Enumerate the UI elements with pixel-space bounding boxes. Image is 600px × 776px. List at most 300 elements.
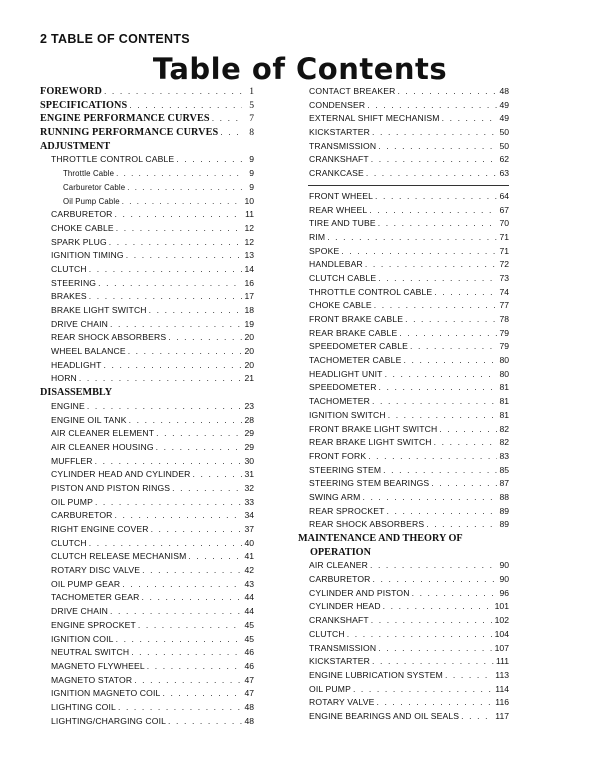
toc-entry-page: 89 (499, 505, 509, 516)
dot-leader (378, 272, 497, 286)
dot-leader (118, 701, 242, 715)
toc-entry-title: CARBURETOR (51, 209, 113, 220)
toc-entry-title: REAR BRAKE CABLE (309, 327, 398, 338)
toc-entry-page: 90 (499, 560, 509, 571)
dot-leader (116, 222, 242, 236)
dot-leader (367, 99, 497, 113)
toc-entry-title: DRIVE CHAIN (51, 318, 109, 329)
toc-entry[interactable] (40, 345, 254, 359)
toc-entry[interactable] (298, 286, 509, 300)
toc-entry-page: 47 (244, 688, 254, 699)
toc-entry-title: FRONT FORK (309, 450, 367, 461)
toc-entry[interactable] (40, 687, 254, 701)
toc-entry[interactable] (298, 112, 509, 126)
toc-entry[interactable] (298, 340, 509, 354)
toc-entry[interactable] (40, 619, 254, 633)
toc-entry-page: 81 (499, 409, 509, 420)
toc-entry-page: 50 (499, 127, 509, 138)
toc-entry[interactable] (40, 482, 254, 496)
toc-entry[interactable] (40, 359, 254, 373)
toc-entry-title: CYLINDER AND PISTON (309, 587, 410, 598)
toc-entry-title: ENGINE LUBRICATION SYSTEM (309, 669, 443, 680)
dot-leader (156, 441, 242, 455)
toc-entry-title: TIRE AND TUBE (309, 218, 376, 229)
dot-leader (110, 605, 242, 619)
toc-entry-title: SPEEDOMETER CABLE (309, 341, 409, 352)
dot-leader (193, 468, 242, 482)
section-heading: ADJUSTMENT (40, 140, 111, 152)
toc-entry-title: HEADLIGHT UNIT (309, 368, 383, 379)
dot-leader (87, 400, 242, 414)
toc-entry-page: 67 (499, 204, 509, 215)
dot-leader (383, 600, 493, 614)
toc-entry[interactable] (298, 696, 509, 710)
toc-entry[interactable] (40, 455, 254, 469)
toc-entry[interactable] (40, 249, 254, 263)
toc-entry[interactable] (40, 400, 254, 414)
dot-leader (404, 354, 498, 368)
toc-entry[interactable] (40, 290, 254, 304)
toc-entry[interactable] (298, 477, 509, 491)
dot-leader (375, 190, 497, 204)
dot-leader (426, 518, 497, 532)
toc-entry-title: OIL PUMP (309, 683, 351, 694)
toc-entry-title: CHOKE CABLE (51, 222, 114, 233)
toc-entry-page: 1 (249, 86, 254, 97)
toc-entry-page: 71 (499, 231, 509, 242)
toc-entry[interactable] (298, 423, 509, 437)
dot-leader (220, 126, 242, 140)
toc-entry-page: 85 (499, 464, 509, 475)
dot-leader (115, 208, 242, 222)
toc-entry-page: 46 (244, 647, 254, 658)
dot-leader (168, 715, 242, 729)
toc-entry[interactable] (298, 491, 509, 505)
toc-entry-title: Oil Pump Cable (63, 196, 120, 206)
toc-entry-title: KICKSTARTER (309, 656, 371, 667)
dot-leader (129, 414, 242, 428)
toc-entry[interactable] (298, 450, 509, 464)
dot-leader (89, 263, 242, 277)
dot-leader (372, 126, 497, 140)
toc-entry[interactable] (298, 381, 509, 395)
toc-entry-page: 12 (244, 236, 254, 247)
dot-leader (89, 537, 242, 551)
dot-leader (122, 195, 242, 209)
toc-entry[interactable] (40, 660, 254, 674)
toc-entry-title: IGNITION MAGNETO COIL (51, 688, 161, 699)
dot-leader (387, 505, 498, 519)
toc-entry[interactable] (40, 496, 254, 510)
toc-entry-title: EXTERNAL SHIFT MECHANISM (309, 113, 440, 124)
toc-entry[interactable] (40, 181, 254, 195)
toc-entry[interactable] (40, 99, 254, 113)
toc-entry[interactable] (298, 559, 509, 573)
toc-entry-page: 116 (495, 697, 509, 708)
toc-entry-page: 48 (499, 86, 509, 96)
toc-entry-title: CLUTCH (51, 263, 87, 274)
toc-entry-title: CHOKE CABLE (309, 300, 372, 311)
toc-entry-title: CRANKSHAFT (309, 615, 369, 626)
toc-entry-page: 21 (244, 373, 254, 384)
toc-entry-page: 63 (499, 168, 509, 179)
toc-entry-title: THROTTLE CONTROL CABLE (309, 286, 433, 297)
toc-entry[interactable] (40, 605, 254, 619)
toc-entry-page: 20 (244, 332, 254, 343)
toc-entry[interactable] (298, 395, 509, 409)
dot-leader (385, 368, 497, 382)
toc-entry[interactable] (40, 112, 254, 126)
dot-leader (176, 153, 242, 167)
toc-entry[interactable] (298, 642, 509, 656)
toc-entry[interactable] (298, 217, 509, 231)
toc-entry-title: FRONT BRAKE CABLE (309, 314, 404, 324)
dot-leader (347, 628, 493, 642)
dot-leader (439, 423, 497, 437)
dot-leader (98, 277, 242, 291)
toc-entry[interactable] (40, 195, 254, 209)
toc-entry-title: RUNNING PERFORMANCE CURVES (40, 127, 219, 139)
toc-entry-page: 16 (244, 277, 254, 288)
toc-entry[interactable] (298, 190, 509, 204)
dot-leader (412, 587, 497, 601)
toc-entry-page: 18 (244, 305, 254, 315)
toc-entry[interactable] (40, 674, 254, 688)
toc-entry[interactable] (298, 587, 509, 601)
toc-entry[interactable] (40, 591, 254, 605)
toc-entry[interactable] (298, 683, 509, 697)
toc-entry-title: FRONT WHEEL (309, 190, 374, 201)
toc-entry[interactable] (298, 368, 509, 382)
toc-entry-page: 41 (244, 551, 254, 562)
dot-leader (372, 395, 497, 409)
toc-entry-page: 87 (499, 478, 509, 489)
toc-entry[interactable] (40, 126, 254, 140)
toc-entry-title: NEUTRAL SWITCH (51, 647, 130, 658)
toc-entry-title: HANDLEBAR (309, 259, 363, 270)
dot-leader (89, 290, 242, 304)
toc-entry-title: FOREWORD (40, 86, 102, 97)
running-head: 2 TABLE OF CONTENTS (40, 32, 190, 46)
toc-entry-page: 83 (499, 450, 509, 461)
toc-entry[interactable] (298, 272, 509, 286)
dot-leader (149, 304, 242, 318)
toc-entry-title: STEERING STEM (309, 464, 382, 475)
toc-entry-title: MAGNETO STATOR (51, 674, 133, 685)
page-title: Table of Contents (152, 52, 448, 86)
toc-entry-title: IGNITION TIMING (51, 250, 124, 261)
toc-entry[interactable] (40, 701, 254, 715)
dot-leader (442, 112, 497, 126)
toc-entry-page: 73 (499, 272, 509, 283)
dot-leader (341, 245, 497, 259)
toc-entry[interactable] (298, 299, 509, 313)
toc-entry[interactable] (40, 564, 254, 578)
dot-leader (368, 450, 497, 464)
dot-leader (397, 85, 497, 99)
dot-leader (115, 509, 242, 523)
dot-leader (434, 286, 497, 300)
toc-entry[interactable] (40, 304, 254, 318)
toc-entry-page: 46 (244, 660, 254, 671)
toc-entry-title: ENGINE BEARINGS AND OIL SEALS (309, 710, 460, 721)
toc-entry-page: 5 (249, 99, 254, 111)
toc-entry-page: 114 (495, 683, 509, 694)
toc-entry-title: AIR CLEANER ELEMENT (51, 428, 155, 439)
dot-leader (95, 455, 242, 469)
toc-entry-title: Throttle Cable (63, 169, 115, 179)
toc-entry[interactable] (298, 245, 509, 259)
toc-entry-page: 43 (244, 578, 254, 589)
toc-entry-page: 12 (244, 222, 254, 233)
dot-leader (376, 696, 493, 710)
toc-entry-page: 28 (244, 414, 254, 425)
toc-entry-page: 32 (244, 482, 254, 493)
toc-entry[interactable] (298, 600, 509, 614)
toc-entry[interactable] (40, 372, 254, 386)
dot-leader (122, 578, 242, 592)
toc-entry-page: 117 (495, 710, 509, 721)
toc-entry-page: 45 (244, 633, 254, 644)
toc-entry[interactable] (298, 231, 509, 245)
toc-entry-title: CARBURETOR (309, 574, 371, 585)
toc-entry-title: CYLINDER HEAD AND CYLINDER (51, 469, 191, 480)
toc-entry-title: TACHOMETER GEAR (51, 592, 140, 603)
toc-entry-title: ENGINE OIL TANK (51, 414, 127, 425)
toc-entry-page: 45 (244, 619, 254, 630)
toc-entry[interactable] (40, 468, 254, 482)
toc-entry-title: REAR SPROCKET (309, 505, 385, 516)
toc-entry-title: TRANSMISSION (309, 642, 377, 653)
toc-entry[interactable] (40, 208, 254, 222)
toc-entry-page: 79 (499, 341, 509, 352)
dot-leader (366, 167, 497, 181)
dot-leader (95, 496, 242, 510)
dot-leader (378, 140, 497, 154)
dot-leader (142, 564, 242, 578)
toc-entry[interactable] (298, 409, 509, 423)
dot-leader (104, 359, 242, 373)
toc-entry[interactable] (298, 327, 509, 341)
toc-entry-title: OIL PUMP (51, 496, 93, 507)
toc-entry-page: 44 (244, 592, 254, 603)
dot-leader (134, 674, 242, 688)
toc-entry-title: CYLINDER HEAD (309, 601, 381, 612)
toc-entry-title: IGNITION COIL (51, 633, 114, 644)
toc-entry-title: KICKSTARTER (309, 127, 371, 138)
toc-entry-title: REAR SHOCK ABSORBERS (51, 332, 167, 343)
toc-entry[interactable] (40, 633, 254, 647)
toc-entry-page: 88 (499, 491, 509, 502)
toc-entry-page: 81 (499, 382, 509, 393)
toc-entry-title: CLUTCH (51, 537, 87, 548)
dot-leader (168, 331, 242, 345)
toc-entry-page: 19 (244, 318, 254, 329)
toc-entry-page: 9 (249, 168, 254, 179)
toc-entry[interactable] (40, 85, 254, 99)
toc-entry[interactable] (40, 550, 254, 564)
section-divider (298, 181, 509, 190)
toc-entry[interactable] (40, 153, 254, 167)
toc-entry[interactable] (298, 153, 509, 167)
dot-leader (131, 646, 242, 660)
dot-leader (156, 427, 242, 441)
dot-leader (126, 249, 242, 263)
dot-leader (431, 477, 497, 491)
dot-leader (162, 687, 242, 701)
toc-entry[interactable] (298, 573, 509, 587)
toc-entry-title: LIGHTING/CHARGING COIL (51, 715, 167, 726)
toc-entry-title: SPARK PLUG (51, 236, 107, 247)
toc-entry[interactable] (40, 578, 254, 592)
toc-entry-page: 14 (244, 263, 254, 274)
toc-entry[interactable] (298, 655, 509, 669)
toc-entry[interactable] (298, 140, 509, 154)
dot-leader (129, 99, 242, 113)
toc-entry[interactable] (40, 331, 254, 345)
toc-entry-page: 30 (244, 455, 254, 466)
toc-entry-title: ENGINE (51, 400, 85, 411)
dot-leader (116, 167, 242, 181)
toc-entry-title: ENGINE SPROCKET (51, 619, 136, 630)
toc-entry-title: SPOKE (309, 245, 340, 256)
toc-entry[interactable] (40, 318, 254, 332)
toc-entry[interactable] (298, 313, 509, 327)
toc-entry-page: 104 (494, 628, 509, 639)
toc-entry[interactable] (40, 167, 254, 181)
toc-entry-title: ROTARY VALVE (309, 697, 375, 708)
toc-entry-title: TRANSMISSION (309, 140, 377, 151)
dot-leader (370, 559, 497, 573)
toc-entry-page: 102 (494, 615, 509, 626)
dot-leader (383, 464, 497, 478)
toc-entry[interactable] (298, 354, 509, 368)
toc-entry-title: AIR CLEANER (309, 560, 368, 571)
toc-entry-page: 64 (499, 190, 509, 201)
toc-entry-page: 80 (499, 368, 509, 379)
toc-entry-page: 71 (499, 245, 509, 256)
toc-entry[interactable] (40, 509, 254, 523)
toc-entry[interactable] (298, 204, 509, 218)
toc-entry-page: 13 (244, 250, 254, 261)
toc-entry-title: CARBURETOR (51, 510, 113, 521)
toc-entry-title: ROTARY DISC VALVE (51, 565, 141, 576)
toc-entry[interactable] (40, 414, 254, 428)
toc-entry[interactable] (298, 628, 509, 642)
toc-entry-page: 82 (499, 423, 509, 434)
toc-entry[interactable] (40, 715, 254, 729)
toc-entry-page: 50 (499, 140, 509, 151)
toc-entry[interactable] (298, 126, 509, 140)
toc-entry-page: 101 (494, 601, 509, 612)
toc-entry-title: AIR CLEANER HOUSING (51, 441, 154, 452)
toc-entry-title: WHEEL BALANCE (51, 346, 126, 357)
toc-entry-title: SWING ARM (309, 491, 361, 502)
dot-leader (172, 482, 242, 496)
toc-entry[interactable] (40, 441, 254, 455)
dot-leader (378, 642, 492, 656)
toc-entry-page: 107 (494, 642, 509, 653)
toc-entry-title: CRANKSHAFT (309, 154, 369, 165)
dot-leader (461, 710, 493, 724)
toc-entry[interactable] (298, 710, 509, 724)
dot-leader (371, 153, 497, 167)
toc-entry-title: HORN (51, 373, 77, 384)
dot-leader (371, 614, 493, 628)
toc-entry-page: 82 (499, 437, 509, 448)
toc-entry-page: 113 (495, 669, 509, 680)
toc-column-right (298, 85, 509, 724)
toc-entry-title: STEERING (51, 277, 97, 288)
toc-entry[interactable] (40, 222, 254, 236)
toc-entry-title: CONDENSER (309, 99, 366, 110)
toc-entry-page: 62 (499, 154, 509, 165)
toc-entry-page: 72 (499, 259, 509, 270)
toc-entry-title: OIL PUMP GEAR (51, 578, 121, 589)
toc-entry[interactable] (40, 277, 254, 291)
toc-column-left (40, 85, 254, 728)
toc-entry[interactable] (40, 263, 254, 277)
toc-entry-page: 47 (244, 674, 254, 685)
toc-entry-title: REAR BRAKE LIGHT SWITCH (309, 437, 432, 448)
toc-entry[interactable] (298, 669, 509, 683)
toc-entry[interactable] (298, 518, 509, 532)
dot-leader (188, 550, 242, 564)
dot-leader (410, 340, 497, 354)
toc-entry-title: REAR WHEEL (309, 204, 368, 215)
toc-entry-page: 49 (499, 113, 509, 124)
dot-leader (353, 683, 493, 697)
dot-leader (399, 327, 497, 341)
dot-leader (372, 655, 494, 669)
toc-entry[interactable] (298, 85, 509, 99)
toc-entry-title: THROTTLE CONTROL CABLE (51, 154, 175, 165)
toc-entry[interactable] (40, 537, 254, 551)
toc-entry-page: 77 (499, 300, 509, 311)
toc-entry[interactable] (298, 614, 509, 628)
dot-leader (373, 573, 497, 587)
toc-entry-page: 29 (244, 428, 254, 439)
toc-entry-title: FRONT BRAKE LIGHT SWITCH (309, 423, 438, 434)
toc-entry-page: 33 (244, 496, 254, 507)
toc-entry-title: MUFFLER (51, 455, 93, 466)
toc-entry[interactable] (298, 258, 509, 272)
toc-entry[interactable] (298, 167, 509, 181)
toc-entry-page: 9 (249, 154, 254, 165)
toc-entry[interactable] (298, 99, 509, 113)
toc-entry-page: 70 (499, 218, 509, 229)
toc-entry[interactable] (40, 236, 254, 250)
toc-entry[interactable] (40, 523, 254, 537)
toc-entry[interactable] (298, 505, 509, 519)
toc-entry-title: SPECIFICATIONS (40, 99, 128, 111)
toc-entry-title: CLUTCH RELEASE MECHANISM (51, 551, 187, 562)
toc-entry-title: DRIVE CHAIN (51, 606, 109, 617)
toc-entry-title: ENGINE PERFORMANCE CURVES (40, 113, 210, 125)
toc-entry-page: 74 (499, 286, 509, 297)
toc-entry[interactable] (40, 646, 254, 660)
toc-entry-page: 89 (499, 519, 509, 530)
toc-entry-page: 48 (244, 715, 254, 726)
dot-leader (374, 299, 497, 313)
dot-leader (104, 85, 242, 99)
dot-leader (405, 313, 497, 327)
toc-entry[interactable] (298, 464, 509, 478)
toc-entry[interactable] (40, 427, 254, 441)
dot-leader (378, 217, 497, 231)
toc-entry[interactable] (298, 436, 509, 450)
toc-entry-page: 44 (244, 606, 254, 617)
